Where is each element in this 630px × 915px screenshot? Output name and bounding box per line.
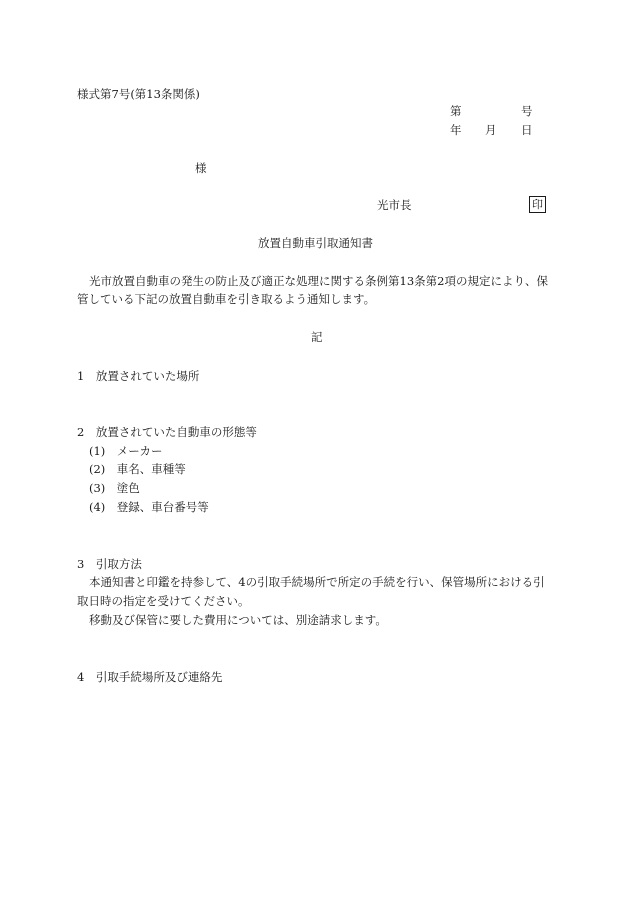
form-number: 様式第7号(第13条関係) (77, 87, 200, 101)
section-2-item-2: (2) 車名、車種等 (89, 462, 186, 476)
date-day: 日 (521, 123, 533, 137)
date-month: 月 (485, 123, 497, 137)
section-3-heading: 3 引取方法 (77, 557, 142, 571)
document-title: 放置自動車引取通知書 (258, 236, 373, 250)
ki-heading: 記 (311, 330, 323, 344)
section-2-item-4: (4) 登録、車台番号等 (89, 500, 209, 514)
section-3-line-2: 取日時の指定を受けてください。 (77, 594, 250, 608)
seal-stamp: 印 (529, 196, 546, 213)
section-3-line-1: 本通知書と印鑑を持参して、4の引取手続場所で所定の手続を行い、保管場所における引 (89, 575, 545, 589)
section-2-heading: 2 放置されていた自動車の形態等 (77, 425, 257, 439)
addressee-suffix: 様 (195, 161, 207, 175)
section-3-line-3: 移動及び保管に要した費用については、別途請求します。 (89, 613, 387, 627)
section-2-item-3: (3) 塗色 (89, 481, 140, 495)
issuer-name: 光市長 (377, 198, 412, 212)
section-1-heading: 1 放置されていた場所 (77, 369, 200, 383)
intro-line-1: 光市放置自動車の発生の防止及び適正な処理に関する条例第13条第2項の規定により、保 (89, 274, 548, 288)
number-prefix: 第 (450, 104, 462, 118)
intro-line-2: 管している下記の放置自動車を引き取るよう通知します。 (77, 292, 376, 306)
section-4-heading: 4 引取手続場所及び連絡先 (77, 670, 223, 684)
number-suffix: 号 (521, 104, 533, 118)
date-year: 年 (450, 123, 462, 137)
section-2-item-1: (1) メーカー (89, 444, 163, 458)
